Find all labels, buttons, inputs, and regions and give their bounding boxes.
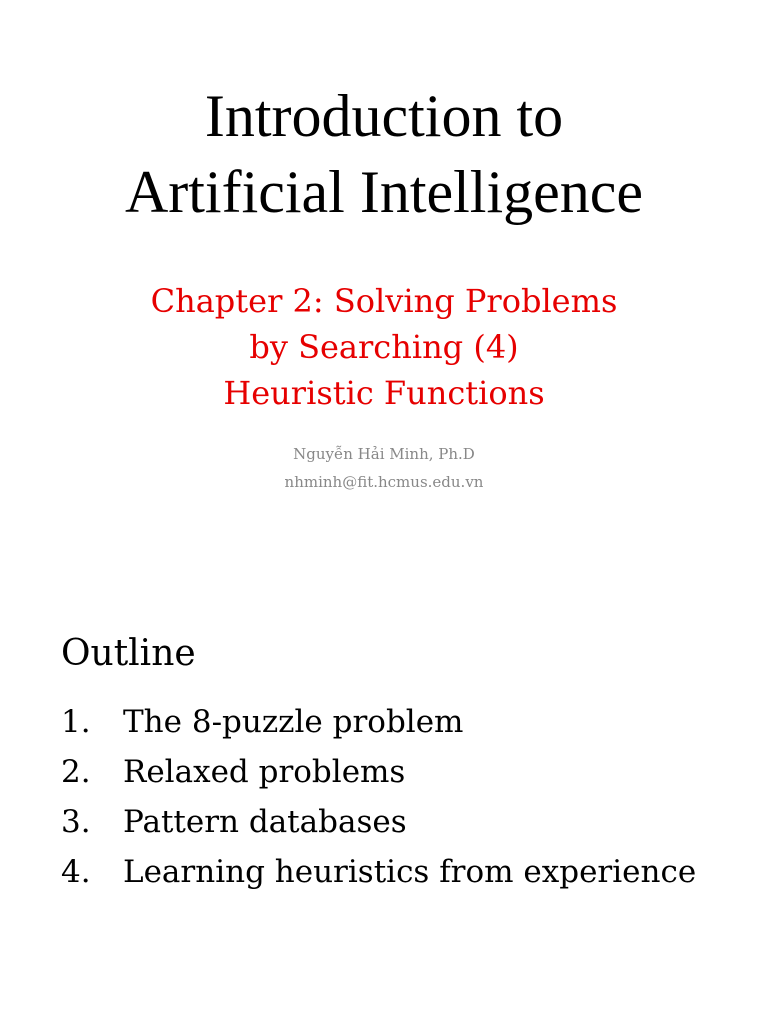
- subtitle-line-3: Heuristic Functions: [223, 374, 545, 412]
- outline-slide: [0, 600, 768, 1024]
- list-item-number: 3.: [61, 804, 91, 840]
- list-item: [61, 850, 741, 894]
- author-name: Nguyễn Hải Minh, Ph.D: [293, 445, 475, 463]
- list-item-text: The 8-puzzle problem: [123, 704, 464, 740]
- outline-list: [61, 700, 741, 900]
- list-item-text: Learning heuristics from experience: [123, 854, 697, 890]
- outline-heading: Outline: [61, 633, 196, 674]
- main-title: [0, 78, 768, 230]
- chapter-subtitle: [0, 278, 768, 416]
- main-title-line-2: Artificial Intelligence: [124, 159, 644, 225]
- list-item: [61, 800, 741, 844]
- subtitle-line-2: by Searching (4): [249, 328, 519, 366]
- main-title-line-1: Introduction to: [204, 83, 564, 149]
- list-item-number: 1.: [61, 704, 91, 740]
- list-item-number: 4.: [61, 854, 91, 890]
- author-email: nhminh@fit.hcmus.edu.vn: [284, 473, 484, 491]
- list-item-text: Relaxed problems: [123, 754, 406, 790]
- author-block: [0, 440, 768, 496]
- subtitle-line-1: Chapter 2: Solving Problems: [150, 282, 618, 320]
- list-item: [61, 700, 741, 744]
- list-item: [61, 750, 741, 794]
- list-item-text: Pattern databases: [123, 804, 407, 840]
- list-item-number: 2.: [61, 754, 91, 790]
